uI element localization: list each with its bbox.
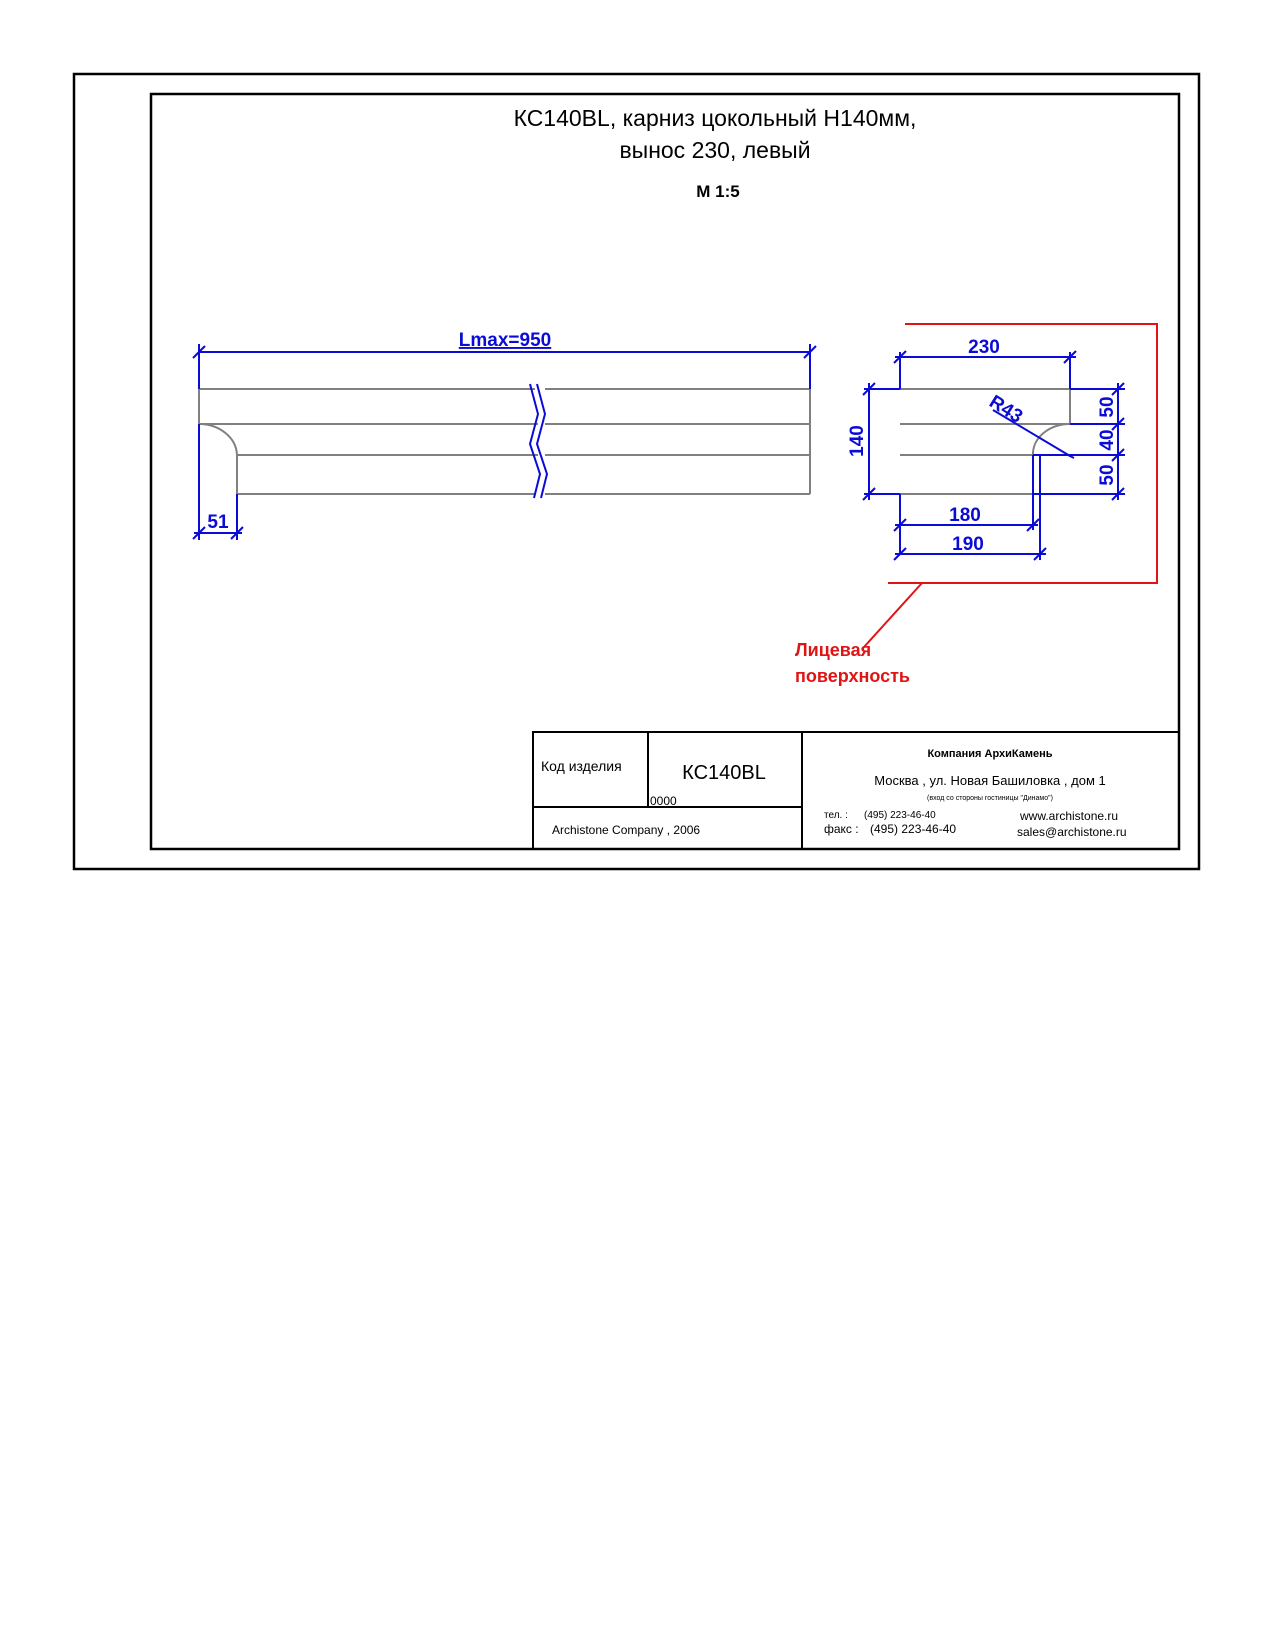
dim-50-bottom: 50 bbox=[1097, 464, 1118, 486]
code-value: КС140BL bbox=[682, 762, 766, 784]
code-label: Код изделия bbox=[541, 758, 622, 774]
elevation-view bbox=[199, 389, 810, 494]
drawing-title-line2: вынос 230, левый bbox=[619, 137, 811, 163]
copyright: Archistone Company , 2006 bbox=[552, 823, 701, 837]
company-email[interactable]: sales@archistone.ru bbox=[1017, 825, 1127, 839]
company-website[interactable]: www.archistone.ru bbox=[1020, 809, 1119, 823]
dim-50-top: 50 bbox=[1097, 396, 1118, 418]
dim-r43: R43 bbox=[985, 391, 1027, 428]
break-symbol bbox=[530, 384, 547, 498]
phone-number: (495) 223-46-40 bbox=[864, 810, 936, 821]
company-name: Компания АрхиКамень bbox=[927, 748, 1053, 760]
drawing-scale: М 1:5 bbox=[696, 182, 740, 201]
dim-190: 190 bbox=[952, 534, 984, 555]
company-address: Москва , ул. Новая Башиловка , дом 1 bbox=[874, 773, 1106, 788]
dim-51: 51 bbox=[207, 512, 229, 533]
inner-frame bbox=[151, 94, 1179, 849]
dim-230: 230 bbox=[968, 337, 1000, 358]
dim-40: 40 bbox=[1097, 429, 1118, 451]
code-number: 0000 bbox=[650, 794, 677, 808]
dim-180: 180 bbox=[949, 505, 981, 526]
address-note: (вход со стороны гостиницы "Динамо") bbox=[927, 795, 1053, 802]
fax-label: факс : bbox=[824, 822, 859, 836]
phone-label: тел. : bbox=[824, 810, 848, 821]
drawing-title-line1: КС140BL, карниз цокольный Н140мм, bbox=[513, 105, 917, 131]
lmax-label: Lmax=950 bbox=[458, 330, 552, 351]
face-label-line1: Лицевая bbox=[795, 640, 872, 660]
dim-140: 140 bbox=[847, 425, 868, 457]
face-label-line2: поверхность bbox=[795, 666, 910, 686]
fax-number: (495) 223-46-40 bbox=[870, 822, 957, 836]
